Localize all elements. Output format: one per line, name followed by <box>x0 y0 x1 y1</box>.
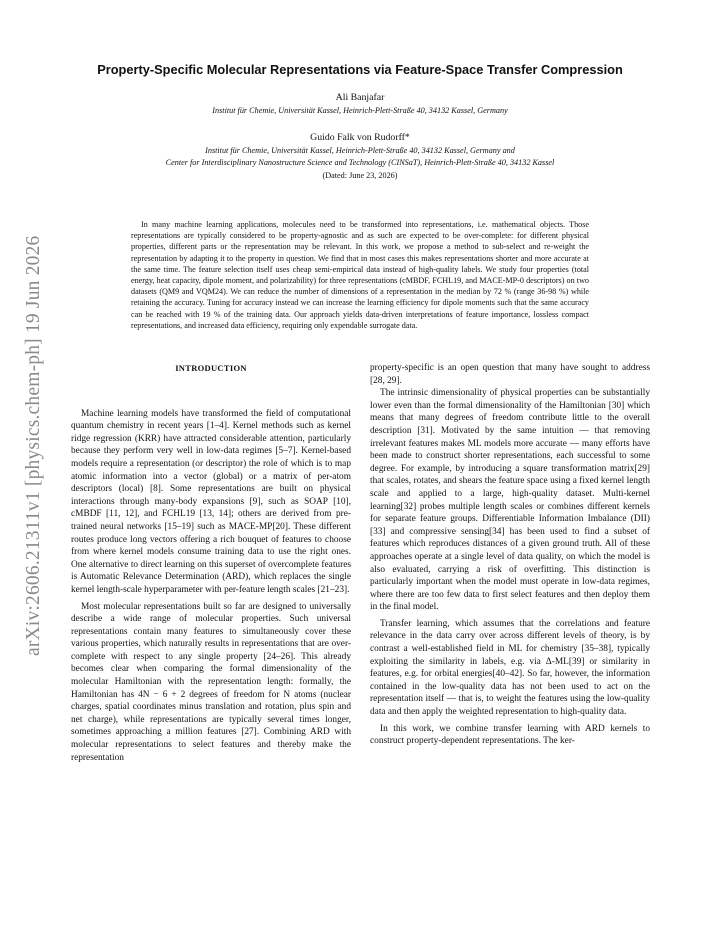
author-affiliation: Institut für Chemie, Universität Kassel, Heinrich-Plett-Straße 40, 34132 Kassel, Germany and <box>205 146 515 155</box>
paper-title: Property-Specific Molecular Representations via Feature-Space Transfer Compression <box>97 62 623 77</box>
author-affiliation: Institut für Chemie, Universität Kassel, Heinrich-Plett-Straße 40, 34132 Kassel, Germany <box>212 106 508 115</box>
paragraph: Transfer learning, which assumes that the correlations and feature relevance in the data carry over across different levels of theory, is by contrast a well-established field in ML for chemistry [35–38], typically exploiting the similarity in labels, e.g. via Δ-ML[39] or similarity in features, e.g. for orbital energies[40–42]. So far, however, the information contained in the low-quality data has not been used to act on the representation itself — that is, to weight the features using the low-quality data and then apply the weighted representation to high-quality data. <box>370 618 650 718</box>
paragraph: Most molecular representations built so far are designed to universally describe a wide range of molecular properties. Such universal representations contain many features to simultaneously cover these various properties, which naturally results in representations that are over-complete with respect to any single property [24–26]. This already becomes clear when comparing the formal dimensionality of the molecular Hamiltonian with the representation length: formally, the Hamiltonian has 4N − 6 + 2 degrees of freedom for N atoms (nuclear charges, spatial coordinates minus translation and rotation, plus spin and net charge), while representations are typically several times longer, sometimes approaching a million features [27]. Combining ARD with molecular representations to select features and thereby make the representation <box>71 601 351 763</box>
dated-line: (Dated: June 23, 2026) <box>322 171 398 180</box>
left-column <box>71 362 351 764</box>
paragraph: Machine learning models have transformed the field of computational quantum chemistry in recent years [1–4]. Kernel methods such as kernel ridge regression (KRR) have attracted considerable attention, particularly because they perform very well in low-data regimes [5–7]. Kernel-based models require a representation (or descriptor) the role of which is to map atomic information into a vector (global) or a matrix of per-atom descriptors (local) [8]. Some representations are built on physical interactions through many-body expansions [9], such as SOAP [10], cMBDF [11, 12], and FCHL19 [13, 14]; others are derived from pre-trained neural networks [15–19] such as MACE-MP[20]. These different routes produce long vectors offering a rich bouquet of features to choose from where kernel models consume training data to use the right ones. One alternative to direct learning on this superset of overcomplete features is Automatic Relevance Determination (ARD), which replaces the single kernel length-scale hyperparameter with per-feature length scales [21–23]. <box>71 408 351 595</box>
paragraph: In this work, we combine transfer learning with ARD kernels to construct property-dependent representations. The ker- <box>370 723 650 747</box>
abstract: In many machine learning applications, molecules need to be transformed into representations, i.e. mathematical objects. Those representations are typically considered to be property-agnostic and as such are expected to be over-complete: for different physical properties, different parts or the representation may be relevant. In this work, we propose a method to sub-select and re-weight the representation by adapting it to the property in question. We find that in most cases this makes representations shorter and more accurate at the same time. The feature selection itself uses cheap semi-empirical data instead of high-quality labels. We study four properties (total energy, heat capacity, dipole moment, and polarizability) for three representations (cMBDF, FCHL19, and MACE-MP-0 descriptors) on two datasets (QM9 and VQM24). We can reduce the number of dimensions of a representation in the median by 72 % (range 36-98 %) while retaining the accuracy. Tuning for accuracy instead we can increase the learning efficiency for dipole moments such that the same accuracy can be reached with 19 % of the training data. Our approach yields data-driven interpretations of feature importance, lossless compact representations, and increased data efficiency, requiring only expendable surrogate data. <box>131 220 589 330</box>
arxiv-identifier: arXiv:2606.21311v1 [physics.chem-ph] 19 Jun 2026 <box>23 235 44 656</box>
author-name: Ali Banjafar <box>335 92 385 103</box>
paragraph: property-specific is an open question that many have sought to address [28, 29]. <box>370 363 650 386</box>
right-column <box>370 362 650 748</box>
author-affiliation-second: Center for Interdisciplinary Nanostructure Science and Technology (CINSaT), Heinrich-Plett-Straße 40, 34132 Kassel <box>165 158 555 167</box>
author-name: Guido Falk von Rudorff* <box>310 132 410 143</box>
section-heading: INTRODUCTION <box>175 363 247 373</box>
paragraph: The intrinsic dimensionality of physical properties can be substantially lower even than the formal dimensionality of the Hamiltonian [30] which means that many degrees of freedom contribute little to the overall description [31]. Motivated by the same intuition — that removing irrelevant features makes ML models more accurate — many efforts have been made to construct shorter representations, each successful to some degree. For example, by introducing a square transformation matrix[29] that scales, rotates, and shears the feature space using a fixed kernel length scale and applied to a large, high-quality dataset. Multi-kernel learning[32] probes multiple length scales or combines different kernels for separate feature groups. Differentiable Information Imbalance (DII)[33] and compressive sensing[34] has been used to find a subset of features which reproduces distances of a given ground truth. All of these approaches operate at a single level of data quality, on which the model is also evaluated, carrying a risk of overfitting. This distinction is particularly important when the model must operate in low-data regimes, where there are too few data to first select features and then deploy them in the final model. <box>370 388 650 613</box>
